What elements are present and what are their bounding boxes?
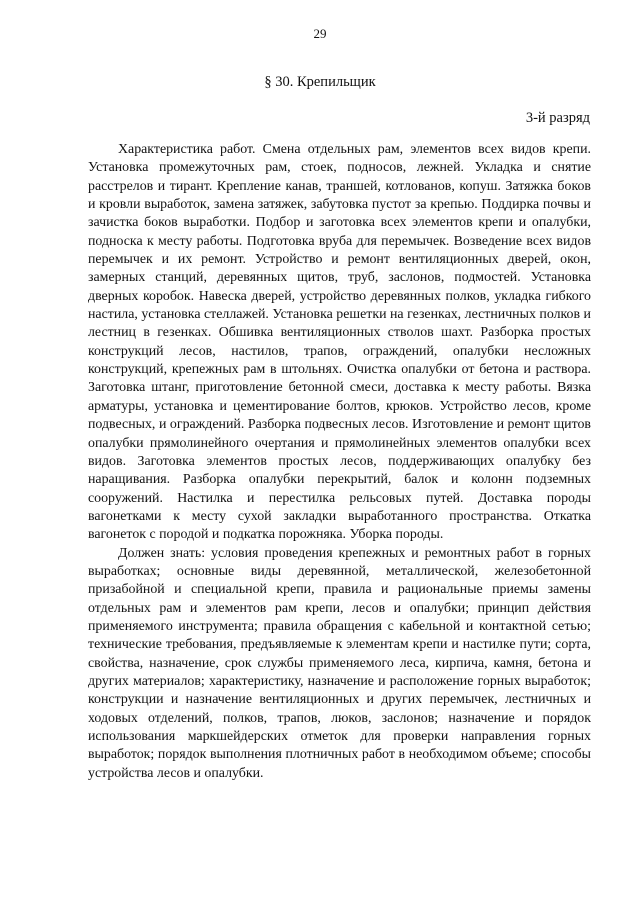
section-title: § 30. Крепильщик bbox=[264, 74, 376, 90]
body-text bbox=[88, 141, 591, 783]
paragraph-work-characteristics: Характеристика работ. Смена отдельных рам, элементов всех видов крепи. Установка промежуточных рам, стоек, подносов, лежней. Укладка и снятие расстрелов и тирант. Крепление канав, траншей, котлованов, копуш. Затяжка боков и кровли выработок, замена затяжек, забутовка пустот за крепью. Поддирка почвы и зачистка боков выработки. Подбор и заготовка всех элементов крепи и опалубки, подноска к месту работы. Подготовка вруба для перемычек. Возведение всех видов перемычек и их ремонт. Устройство и ремонт вентиляционных дверей, окон, замерных станций, деревянных щитов, труб, заслонов, подмостей. Установка дверных коробок. Навеска дверей, устройство деревянных полков, укладка гибкого настила, установка стеллажей. Установка решетки на гезенках, лестничных полков и лестниц в гезенках. Обшивка вентиляционных стволов шахт. Разборка простых конструкций лесов, настилов, трапов, ограждений, опалубки несложных конструкций, крепежных рам в штольнях. Очистка опалубки от бетона и раствора. Заготовка штанг, приготовление бетонной смеси, доставка к месту работы. Вязка арматуры, установка и цементирование болтов, крюков. Устройство лесов, кроме подвесных, и ограждений. Разборка подвесных лесов. Изготовление и ремонт щитов опалубки прямолинейного очертания и прямолинейных элементов опалубки всех видов. Заготовка элементов простых лесов, поддерживающих опалубку без наращивания. Разборка опалубки перекрытий, балок и колонн подземных сооружений. Настилка и перестилка рельсовых путей. Доставка породы вагонетками к месту сухой закладки выработанного пространства. Откатка вагонеток с породой и подкатка порожняка. Уборка породы. bbox=[88, 142, 591, 543]
paragraph-must-know: Должен знать: условия проведения крепежных и ремонтных работ в горных выработках; основные виды деревянной, металлической, железобетонной призабойной и специальной крепи, правила и рациональные приемы замены отдельных рам и элементов рам крепи, лесов и опалубки; принцип действия применяемого инструмента; правила обращения с кабельной и контактной сетью; технические требования, предъявляемые к элементам крепи и настилке пути; сорта, свойства, назначение, срок службы применяемого леса, кирпича, камня, бетона и других материалов; характеристику, назначение и расположение горных выработок; конструкции и назначение вентиляционных и других перемычек, лестничных и ходовых отделений, полков, трапов, люков, заслонов; назначение и порядок использования маркшейдерских отметок для проверки направления горных выработок; порядок выполнения плотничных работ в необходимом объеме; способы устройства лесов и опалубки. bbox=[88, 545, 591, 781]
page-number: 29 bbox=[313, 26, 327, 41]
grade-label: 3-й разряд bbox=[525, 110, 590, 126]
